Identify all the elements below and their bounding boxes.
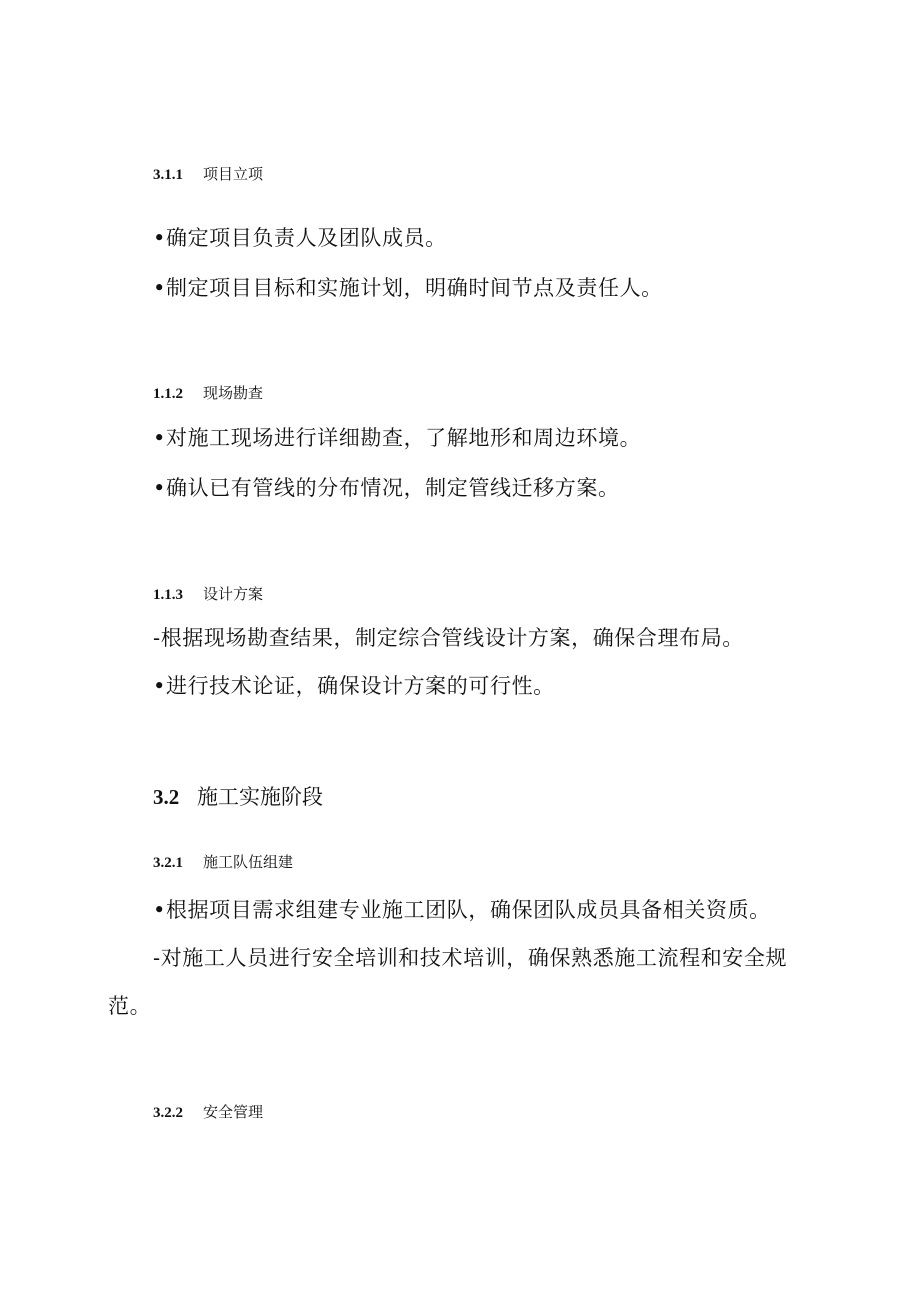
- heading-number: 1.1.3: [153, 587, 183, 603]
- paragraph: •进行技术论证，确保设计方案的可行性。: [153, 674, 555, 698]
- paragraph: •确定项目负责人及团队成员。: [153, 226, 447, 250]
- heading-number: 3.1.1: [153, 167, 183, 183]
- heading-3-2-1: [153, 853, 293, 873]
- heading-1-1-2: [153, 384, 263, 404]
- paragraph: •制定项目目标和实施计划，明确时间节点及责任人。: [153, 276, 663, 300]
- heading-number: 3.2.2: [153, 1105, 183, 1121]
- heading-3-1-1: [153, 165, 263, 185]
- heading-title: 安全管理: [203, 1104, 264, 1121]
- paragraph: •对施工现场进行详细勘查，了解地形和周边环境。: [153, 426, 642, 450]
- heading-number: 1.1.2: [153, 386, 183, 402]
- heading-3-2: [153, 783, 323, 812]
- heading-title: 设计方案: [203, 586, 264, 603]
- heading-title: 项目立项: [203, 166, 264, 183]
- paragraph: -根据现场勘查结果，制定综合管线设计方案，确保合理布局。: [153, 626, 744, 650]
- paragraph: •根据项目需求组建专业施工团队，确保团队成员具备相关资质。: [153, 898, 771, 922]
- paragraph-wrapped: -对施工人员进行安全培训和技术培训，确保熟悉施工流程和安全规范。: [108, 946, 788, 1018]
- heading-number: 3.2.1: [153, 855, 183, 871]
- heading-title: 现场勘查: [203, 385, 264, 402]
- heading-title: 施工实施阶段: [197, 786, 323, 809]
- heading-number: 3.2: [153, 785, 180, 809]
- heading-3-2-2: [153, 1103, 263, 1123]
- heading-1-1-3: [153, 585, 263, 605]
- paragraph: •确认已有管线的分布情况，制定管线迁移方案。: [153, 476, 620, 500]
- heading-title: 施工队伍组建: [203, 854, 294, 871]
